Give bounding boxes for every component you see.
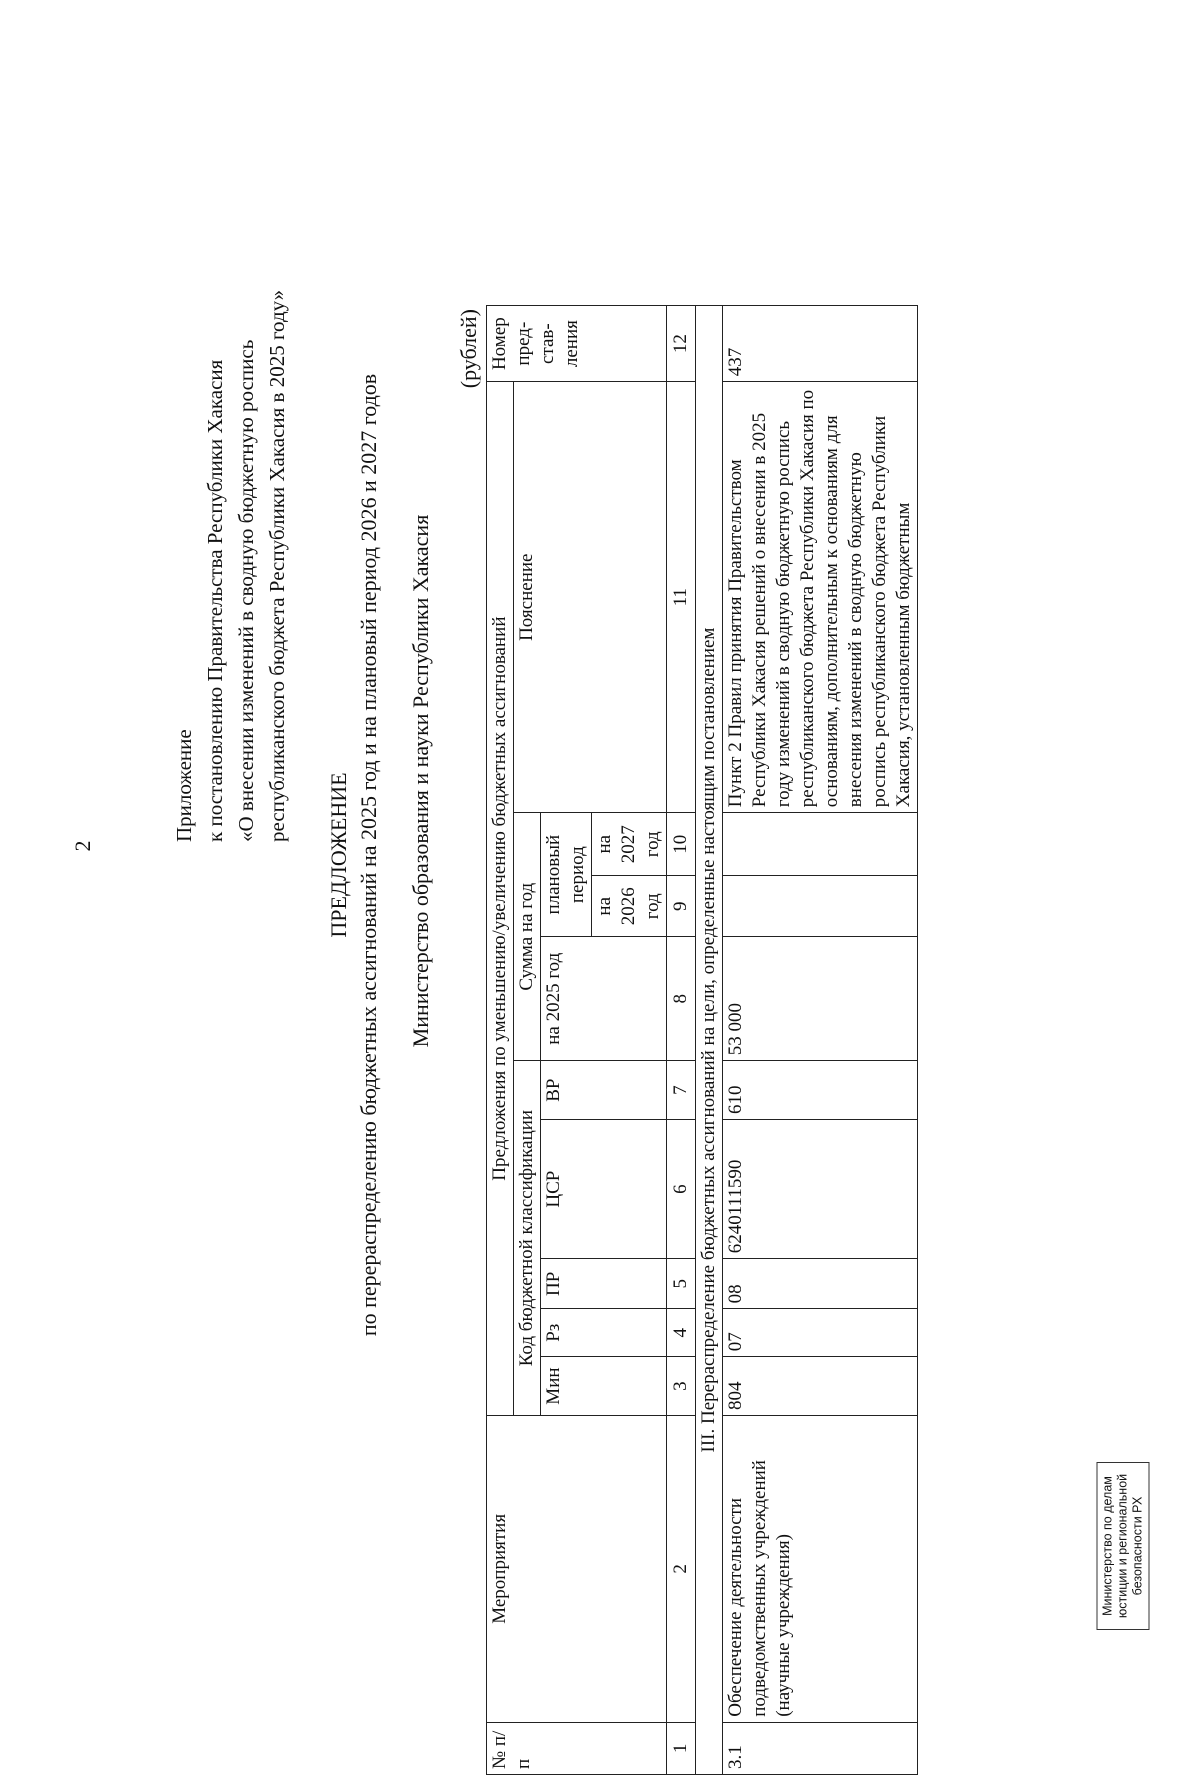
header-activity: Мероприятия	[487, 1415, 667, 1722]
header-min: Мин	[541, 1357, 667, 1416]
row-rz: 07	[723, 1309, 918, 1357]
column-number: 10	[667, 813, 696, 876]
document-title	[324, 205, 384, 1505]
header-num: № п/п	[487, 1722, 667, 1774]
section-row	[696, 306, 723, 1775]
row-min: 804	[723, 1357, 918, 1416]
column-number: 5	[667, 1259, 696, 1309]
stamp-line: юстиции и региональной	[1115, 1473, 1130, 1619]
row-2027	[723, 813, 918, 876]
section-title: III. Перераспределение бюджетных ассигнований на цели, определенные настоящим постановлением	[696, 306, 723, 1775]
column-numbers-row	[667, 306, 696, 1775]
row-rep-number: 437	[723, 306, 918, 382]
row-explanation: Пункт 2 Правил принятия Правительством Республики Хакасия решений о внесении в 2025 году изменений в сводную бюджетную роспись республиканского бюджета Республики Хакасия по основаниям, дополнительным к основаниям для внесения изменений в сводную бюджетную роспись республиканского бюджета Республики Хакасия, установленным бюджетным	[723, 382, 918, 813]
header-planning: плановый период	[541, 813, 592, 937]
header-sum-group: Сумма на год	[514, 813, 541, 1061]
column-number: 9	[667, 876, 696, 937]
header-2026: на 2026 год	[592, 876, 667, 937]
column-number: 2	[667, 1415, 696, 1722]
column-number: 4	[667, 1309, 696, 1357]
row-2026	[723, 876, 918, 937]
page-number: 2	[70, 840, 95, 852]
row-csr: 6240111590	[723, 1120, 918, 1259]
title-heading: ПРЕДЛОЖЕНИЕ	[326, 772, 351, 938]
table-container	[456, 305, 1048, 1775]
allocation-table	[486, 305, 918, 1775]
stamp-line: безопасности РХ	[1130, 1496, 1145, 1596]
appendix-line: к постановлению Правительства Республики Хакасия	[203, 359, 227, 842]
unit-label: (рублей)	[456, 309, 481, 389]
registration-stamp	[1097, 1462, 1150, 1630]
column-number: 7	[667, 1061, 696, 1120]
column-number: 11	[667, 382, 696, 813]
header-proposals: Предложения по уменьшению/увеличению бюджетных ассигнований	[487, 382, 514, 1416]
row-vr: 610	[723, 1061, 918, 1120]
header-2027: на 2027 год	[592, 813, 667, 876]
ministry-name: Министерство образования и науки Республики Хакасия	[408, 514, 433, 1048]
column-number: 12	[667, 306, 696, 382]
appendix-line: Приложение	[172, 729, 196, 842]
stamp-line: Министерство по делам	[1100, 1476, 1115, 1616]
header-pr: ПР	[541, 1259, 667, 1309]
row-num: 3.1	[723, 1722, 918, 1774]
table-row	[723, 306, 918, 1775]
row-activity: Обеспечение деятельности подведомственных учреждений (научные учреждения)	[723, 1415, 918, 1722]
row-sum-2025: 53 000	[723, 937, 918, 1061]
row-pr: 08	[723, 1259, 918, 1309]
header-csr: ЦСР	[541, 1120, 667, 1259]
header-explanation: Пояснение	[514, 382, 667, 813]
appendix-line: «О внесении изменений в сводную бюджетную роспись	[234, 339, 258, 842]
column-number: 1	[667, 1722, 696, 1774]
header-rep-number: Номер пред-став-ления	[487, 306, 667, 382]
title-subtitle: по перераспределению бюджетных ассигнований на 2025 год и на плановый период 2026 и 2027 годов	[356, 373, 381, 1337]
appendix-line: республиканского бюджета Республики Хакасия в 2025 году»	[265, 289, 289, 842]
header-sum-2025: на 2025 год	[541, 937, 667, 1061]
header-rz: Рз	[541, 1309, 667, 1357]
header-vr: ВР	[541, 1061, 667, 1120]
header-code-group: Код бюджетной классификации	[514, 1061, 541, 1416]
column-number: 3	[667, 1357, 696, 1416]
column-number: 6	[667, 1120, 696, 1259]
column-number: 8	[667, 937, 696, 1061]
appendix-header	[169, 82, 293, 842]
